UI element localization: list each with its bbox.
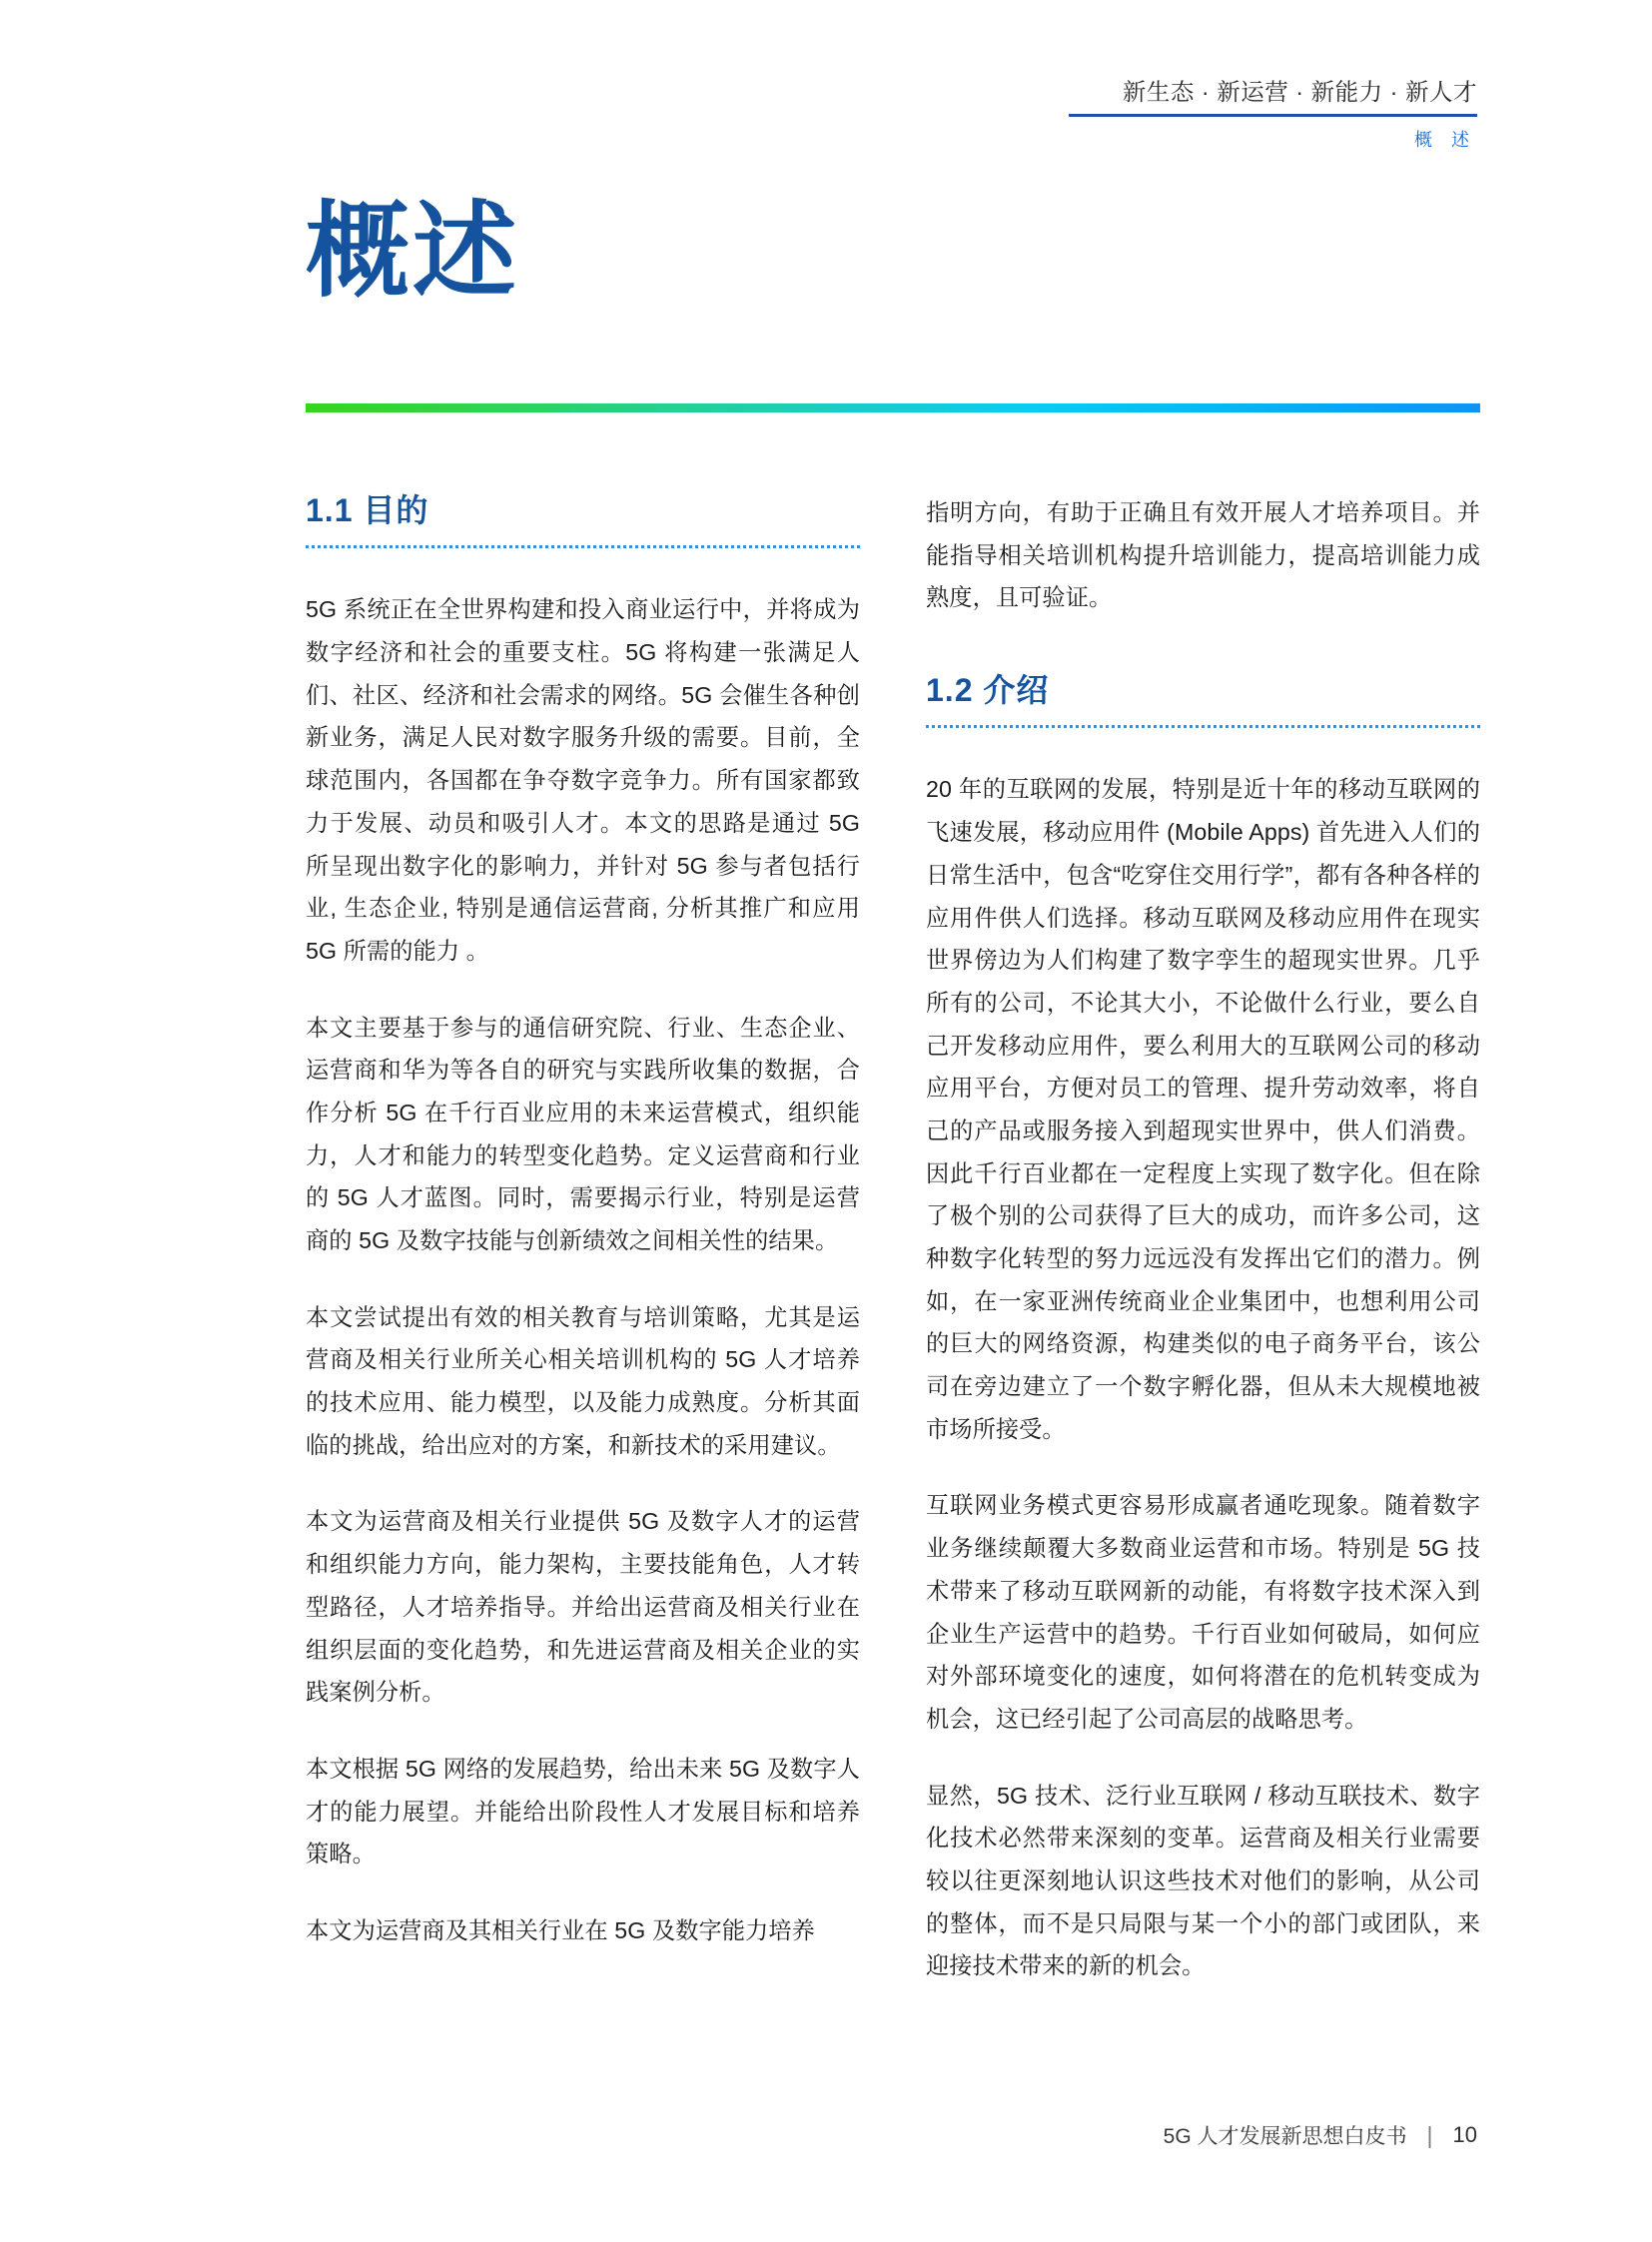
paragraph-continuation: 指明方向，有助于正确且有效开展人才培养项目。并能指导相关培训机构提升培训能力，提高培训能力成熟度，且可验证。 — [926, 499, 1480, 611]
paragraph: 5G 系统正在全世界构建和投入商业运行中，并将成为数字经济和社会的重要支柱。5G 将构建一张满足人们、社区、经济和社会需求的网络。5G 会催生各种创新业务，满足人民对数字服务升级的需要。目前，全球范围内，各国都在争夺数字竞争力。所有国家都致力于发展、动员和吸引人才。本文的思路是通过 5G 所呈现出数字化的影响力，并针对 5G 参与者包括行业, 生态企业, 特别是通信运营商, 分析其推广和应用 5G 所需的能力 。 — [306, 596, 860, 964]
section-heading-1-2: 1.2 介绍 — [926, 672, 1050, 709]
paragraph: 本文主要基于参与的通信研究院、行业、生态企业、运营商和华为等各自的研究与实践所收集的数据，合作分析 5G 在千行百业应用的未来运营模式，组织能力，人才和能力的转型变化趋势。定义运营商和行业的 5G 人才蓝图。同时，需要揭示行业，特别是运营商的 5G 及数字技能与创新绩效之间相关性的结果。 — [306, 1014, 860, 1254]
chapter-title: 概述 — [306, 194, 520, 310]
paragraph: 本文为运营商及相关行业提供 5G 及数字人才的运营和组织能力方向，能力架构，主要技能角色，人才转型路径，人才培养指导。并给出运营商及相关行业在组织层面的变化趋势，和先进运营商及相关企业的实践案例分析。 — [306, 1508, 860, 1706]
gradient-divider — [306, 403, 1480, 412]
right-column — [926, 491, 1480, 1987]
section-heading-1-1: 1.1 目的 — [306, 492, 429, 528]
footer-doc-title: 5G 人才发展新思想白皮书 — [1163, 2125, 1407, 2148]
page-footer — [1164, 2120, 1477, 2150]
body-columns — [306, 491, 1480, 1987]
running-head-title: 新生态 · 新运营 · 新能力 · 新人才 — [1122, 79, 1477, 105]
left-column — [306, 491, 860, 1987]
section-rule-1-2 — [926, 725, 1480, 728]
footer-separator: | — [1426, 2121, 1433, 2148]
paragraph: 显然，5G 技术、泛行业互联网 / 移动互联技术、数字化技术必然带来深刻的变革。运营商及相关行业需要较以往更深刻地认识这些技术对他们的影响，从公司的整体，而不是只局限与某一个小的部门或团队，来迎接技术带来的新的机会。 — [926, 1782, 1480, 1979]
paragraph: 本文根据 5G 网络的发展趋势，给出未来 5G 及数字人才的能力展望。并能给出阶段性人才发展目标和培养策略。 — [306, 1755, 860, 1868]
section-rule-1-1 — [306, 545, 860, 548]
running-head-section-label: 概 述 — [1413, 129, 1476, 150]
paragraph: 本文为运营商及其相关行业在 5G 及数字能力培养 — [306, 1916, 815, 1943]
running-head — [878, 78, 1477, 152]
paragraph: 20 年的互联网的发展，特别是近十年的移动互联网的飞速发展，移动应用件 (Mobile Apps) 首先进入人们的日常生活中，包含“吃穿住交用行学”，都有各种各样的应用件供人们选择。移动互联网及移动应用件在现实世界傍边为人们构建了数字孪生的超现实世界。几乎所有的公司，不论其大小，不论做什么行业，要么自己开发移动应用件，要么利用大的互联网公司的移动应用平台，方便对员工的管理、提升劳动效率，将自己的产品或服务接入到超现实世界中，供人们消费。因此千行百业都在一定程度上实现了数字化。但在除了极个别的公司获得了巨大的成功，而许多公司，这种数字化转型的努力远远没有发挥出它们的潜力。例如，在一家亚洲传统商业企业集团中，也想利用公司的巨大的网络资源，构建类似的电子商务平台，该公司在旁边建立了一个数字孵化器，但从未大规模地被市场所接受。 — [926, 776, 1480, 1442]
page-number: 10 — [1452, 2122, 1477, 2147]
running-head-rule — [1069, 114, 1477, 116]
paragraph: 本文尝试提出有效的相关教育与培训策略，尤其是运营商及相关行业所关心相关培训机构的 5G 人才培养的技术应用、能力模型，以及能力成熟度。分析其面临的挑战，给出应对的方案，和新技术的采用建议。 — [306, 1303, 860, 1458]
paragraph: 互联网业务模式更容易形成赢者通吃现象。随着数字业务继续颠覆大多数商业运营和市场。特别是 5G 技术带来了移动互联网新的动能，有将数字技术深入到企业生产运营中的趋势。千行百业如何破局，如何应对外部环境变化的速度，如何将潜在的危机转变成为机会，这已经引起了公司高层的战略思考。 — [926, 1492, 1480, 1732]
